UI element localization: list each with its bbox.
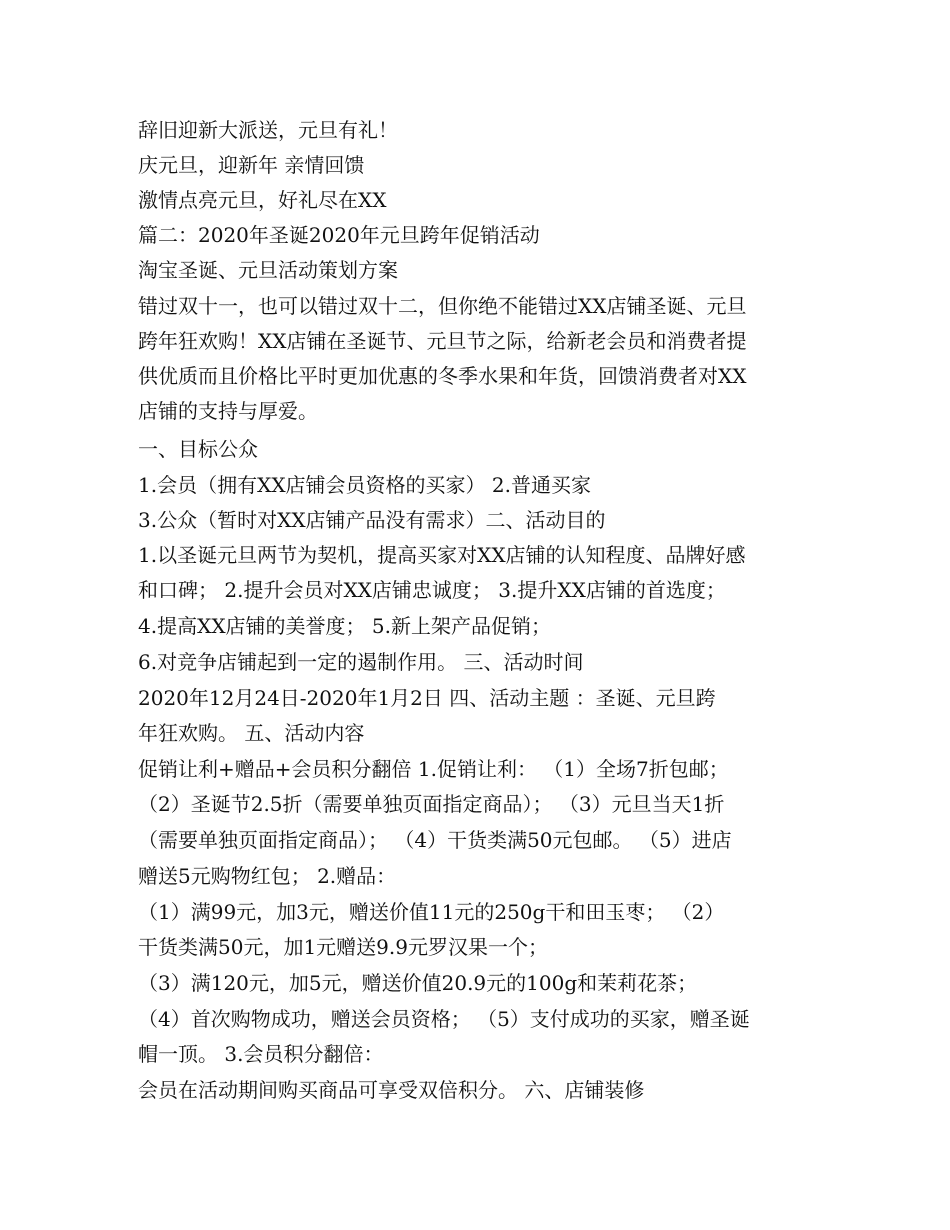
text-line: 供优质而且价格比平时更加优惠的冬季水果和年货，回馈消费者对XX (138, 364, 747, 388)
text-line: 干货类满50元，加1元赠送9.9元罗汉果一个； (138, 935, 548, 959)
text-line: （需要单独页面指定商品）； （4）干货类满50元包邮。 （5）进店 (138, 828, 732, 852)
text-line: 跨年狂欢购！XX店铺在圣诞节、元旦节之际，给新老会员和消费者提 (138, 329, 747, 353)
text-line: 庆元旦，迎新年 亲情回馈 (138, 153, 365, 177)
text-line: 店铺的支持与厚爱。 (138, 399, 318, 423)
text-line: 赠送5元购物红包； 2.赠品： (138, 864, 397, 888)
text-line: （3）满120元，加5元，赠送价值20.9元的100g和茉莉花茶； (138, 971, 698, 995)
text-line: （4）首次购物成功，赠送会员资格； （5）支付成功的买家，赠圣诞 (138, 1007, 750, 1031)
text-line: 2020年12月24日-2020年1月2日 四、活动主题 ：圣诞、元旦跨 (138, 686, 716, 710)
text-line: 帽一顶。 3.会员积分翻倍： (138, 1042, 384, 1066)
text-line: 辞旧迎新大派送，元旦有礼！ (138, 118, 398, 142)
text-line: 激情点亮元旦，好礼尽在XX (138, 188, 387, 212)
text-line: 3.公众（暂时对XX店铺产品没有需求）二、活动目的 (138, 508, 606, 532)
text-line: （1）满99元，加3元，赠送价值11元的250g干和田玉枣； （2） (138, 900, 725, 924)
text-line: 促销让利+赠品+会员积分翻倍 1.促销让利： （1）全场7折包邮； (138, 757, 729, 781)
section-heading: 篇二：2020年圣诞2020年元旦跨年促销活动 (138, 223, 540, 247)
text-line: 错过双十一，也可以错过双十二，但你绝不能错过XX店铺圣诞、元旦 (138, 294, 747, 318)
text-line: （2）圣诞节2.5折（需要单独页面指定商品）； （3）元旦当天1折 (138, 792, 725, 816)
text-line: 4.提高XX店铺的美誉度； 5.新上架产品促销； (138, 614, 551, 638)
text-line: 和口碑； 2.提升会员对XX店铺忠诚度； 3.提升XX店铺的首选度； (138, 578, 726, 602)
document-title: 淘宝圣诞、元旦活动策划方案 (138, 258, 398, 282)
section-heading: 一、目标公众 (138, 437, 258, 461)
text-line: 1.会员（拥有XX店铺会员资格的买家） 2.普通买家 (138, 473, 591, 497)
text-line: 1.以圣诞元旦两节为契机，提高买家对XX店铺的认知程度、品牌好感 (138, 543, 746, 567)
text-line: 6.对竞争店铺起到一定的遏制作用。 三、活动时间 (138, 650, 584, 674)
text-line: 会员在活动期间购买商品可享受双倍积分。 六、店铺装修 (138, 1078, 645, 1102)
text-line: 年狂欢购。 五、活动内容 (138, 721, 365, 745)
